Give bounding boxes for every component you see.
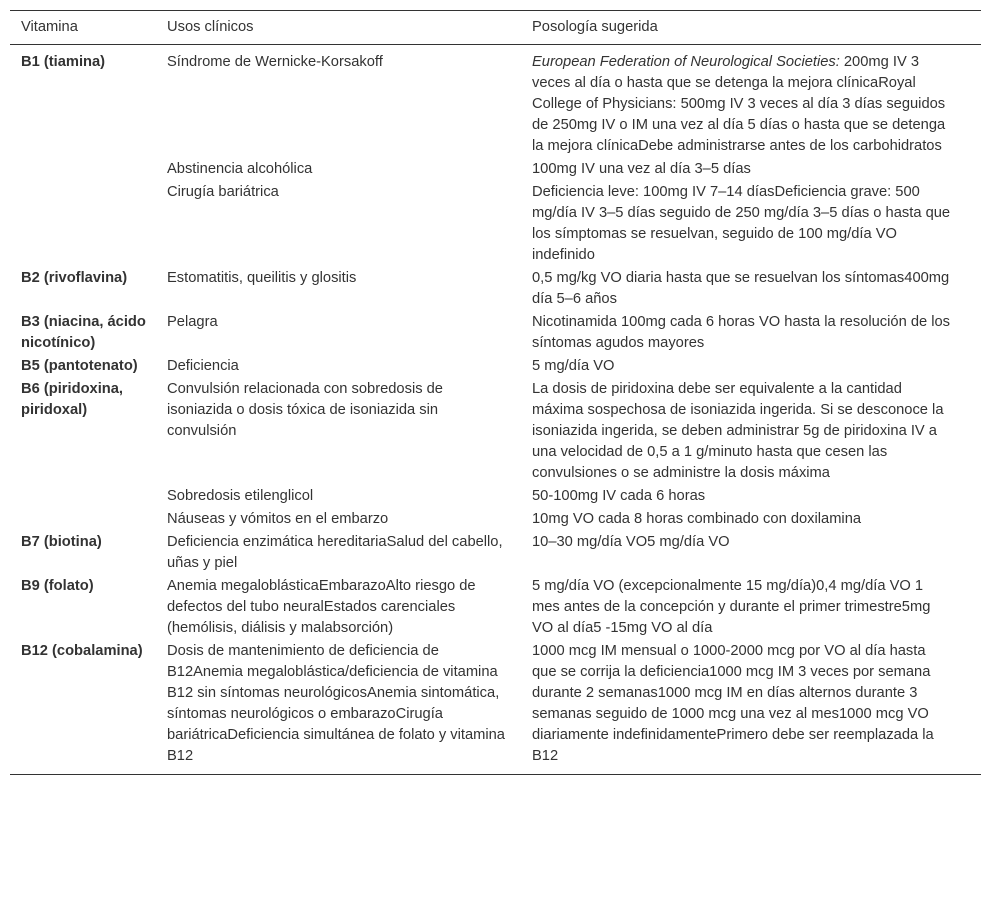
- dosage-cell: 50-100mg IV cada 6 horas: [532, 488, 706, 504]
- header-suggested-dosage: Posología sugerida: [532, 19, 658, 35]
- dosage-cell: [521, 45, 981, 159]
- vitamin-cell: B12 (cobalamina): [21, 643, 143, 659]
- table-row: [10, 640, 981, 775]
- clinical-use-cell: Convulsión relacionada con sobredosis de isoniazida o dosis tóxica de isoniazida sin convulsión: [167, 381, 443, 439]
- table-body: [10, 45, 981, 775]
- clinical-use-cell: Abstinencia alcohólica: [167, 161, 313, 177]
- dosage-cell: 5 mg/día VO: [532, 358, 615, 374]
- dosage-cell: Nicotinamida 100mg cada 6 horas VO hasta la resolución de los síntomas agudos mayores: [532, 314, 951, 351]
- table-row: [10, 311, 981, 355]
- dosage-cell: Deficiencia leve: 100mg IV 7–14 díasDeficiencia grave: 500 mg/día IV 3–5 días seguido de 250 mg/día 3–5 días o hasta que los símptomas se resuelvan, seguido de 100 mg/día VO indefinido: [532, 184, 951, 263]
- table-row: [10, 45, 981, 159]
- table-row: [10, 267, 981, 311]
- clinical-use-cell: Náuseas y vómitos en el embarzo: [167, 511, 389, 527]
- vitamin-cell: B5 (pantotenato): [21, 358, 138, 374]
- clinical-use-cell: Cirugía bariátrica: [167, 184, 279, 200]
- vitamin-cell: B2 (rivoflavina): [21, 270, 128, 286]
- header-row: [10, 11, 981, 45]
- clinical-use-cell: Deficiencia: [167, 358, 239, 374]
- dosage-cell: 0,5 mg/kg VO diaria hasta que se resuelvan los síntomas400mg día 5–6 años: [532, 270, 950, 307]
- dosage-cell: 1000 mcg IM mensual o 1000-2000 mcg por VO al día hasta que se corrija la deficiencia1000 mcg IM 3 veces por semana durante 2 semanas1000 mcg IM en días alternos durante 3 semanas seguido de 1000 mcg una vez al mes1000 mcg VO diariamente indefinidamentePrimero debe ser reemplazada la B12: [532, 643, 934, 764]
- dosage-cell: 5 mg/día VO (excepcionalmente 15 mg/día)0,4 mg/día VO 1 mes antes de la concepción y durante el primer trimestre5mg VO al día5 -15mg VO al día: [532, 578, 931, 636]
- table-row: [10, 181, 981, 267]
- clinical-use-cell: Pelagra: [167, 314, 218, 330]
- clinical-use-cell: Sobredosis etilenglicol: [167, 488, 314, 504]
- vitamin-cell: [10, 508, 156, 531]
- clinical-use-cell: Anemia megaloblásticaEmbarazoAlto riesgo de defectos del tubo neuralEstados carenciales (hemólisis, diálisis y malabsorción): [167, 578, 476, 636]
- table-row: [10, 355, 981, 378]
- vitamin-cell: B9 (folato): [21, 578, 94, 594]
- dosage-source-italic: European Federation of Neurological Societies:: [532, 54, 840, 70]
- table-header: [10, 11, 981, 45]
- vitamin-table-container: [10, 10, 981, 775]
- clinical-use-cell: Estomatitis, queilitis y glositis: [167, 270, 357, 286]
- table-row: [10, 575, 981, 640]
- header-clinical-uses: Usos clínicos: [167, 19, 254, 35]
- vitamin-cell: B1 (tiamina): [21, 54, 106, 70]
- vitamin-cell: B7 (biotina): [21, 534, 102, 550]
- table-row: [10, 531, 981, 575]
- vitamin-cell: [10, 158, 156, 181]
- dosage-text: 200mg IV 3 veces al día o hasta que se detenga la mejora clínicaRoyal College of Physicians: 500mg IV 3 veces al día 3 días seguidos de 250mg IV o IM una vez al día 5 días o hasta que se detenga la mejora clínicaDebe administrarse antes de los carbohidratos: [532, 54, 946, 154]
- clinical-use-cell: Síndrome de Wernicke-Korsakoff: [167, 54, 383, 70]
- vitamin-cell: [10, 485, 156, 508]
- header-vitamin: Vitamina: [21, 19, 78, 35]
- table-row: [10, 158, 981, 181]
- dosage-cell: 10mg VO cada 8 horas combinado con doxilamina: [532, 511, 862, 527]
- vitamin-cell: B3 (niacina, ácido nicotínico): [21, 314, 146, 351]
- vitamin-cell: [10, 181, 156, 267]
- dosage-cell: La dosis de piridoxina debe ser equivalente a la cantidad máxima sospechosa de isoniazida ingerida. Si se desconoce la isoniazida ingerida, se deben administrar 5g de piridoxina IV a una velocidad de 0,5 a 1 g/minuto hasta que cesen las convulsiones o se administre la dosis máxima: [532, 381, 944, 481]
- vitamin-table: [10, 10, 981, 775]
- clinical-use-cell: Dosis de mantenimiento de deficiencia de B12Anemia megaloblástica/deficiencia de vitamina B12 sin síntomas neurológicosAnemia sintomática, síntomas neurológicos o embarazoCirugía bariátricaDeficiencia simultánea de folato y vitamina B12: [167, 643, 505, 764]
- dosage-cell: 10–30 mg/día VO5 mg/día VO: [532, 534, 730, 550]
- table-row: [10, 485, 981, 508]
- clinical-use-cell: Deficiencia enzimática hereditariaSalud del cabello, uñas y piel: [167, 534, 503, 571]
- dosage-cell: 100mg IV una vez al día 3–5 días: [532, 161, 751, 177]
- vitamin-cell: B6 (piridoxina, piridoxal): [21, 381, 124, 418]
- table-row: [10, 508, 981, 531]
- table-row: [10, 378, 981, 485]
